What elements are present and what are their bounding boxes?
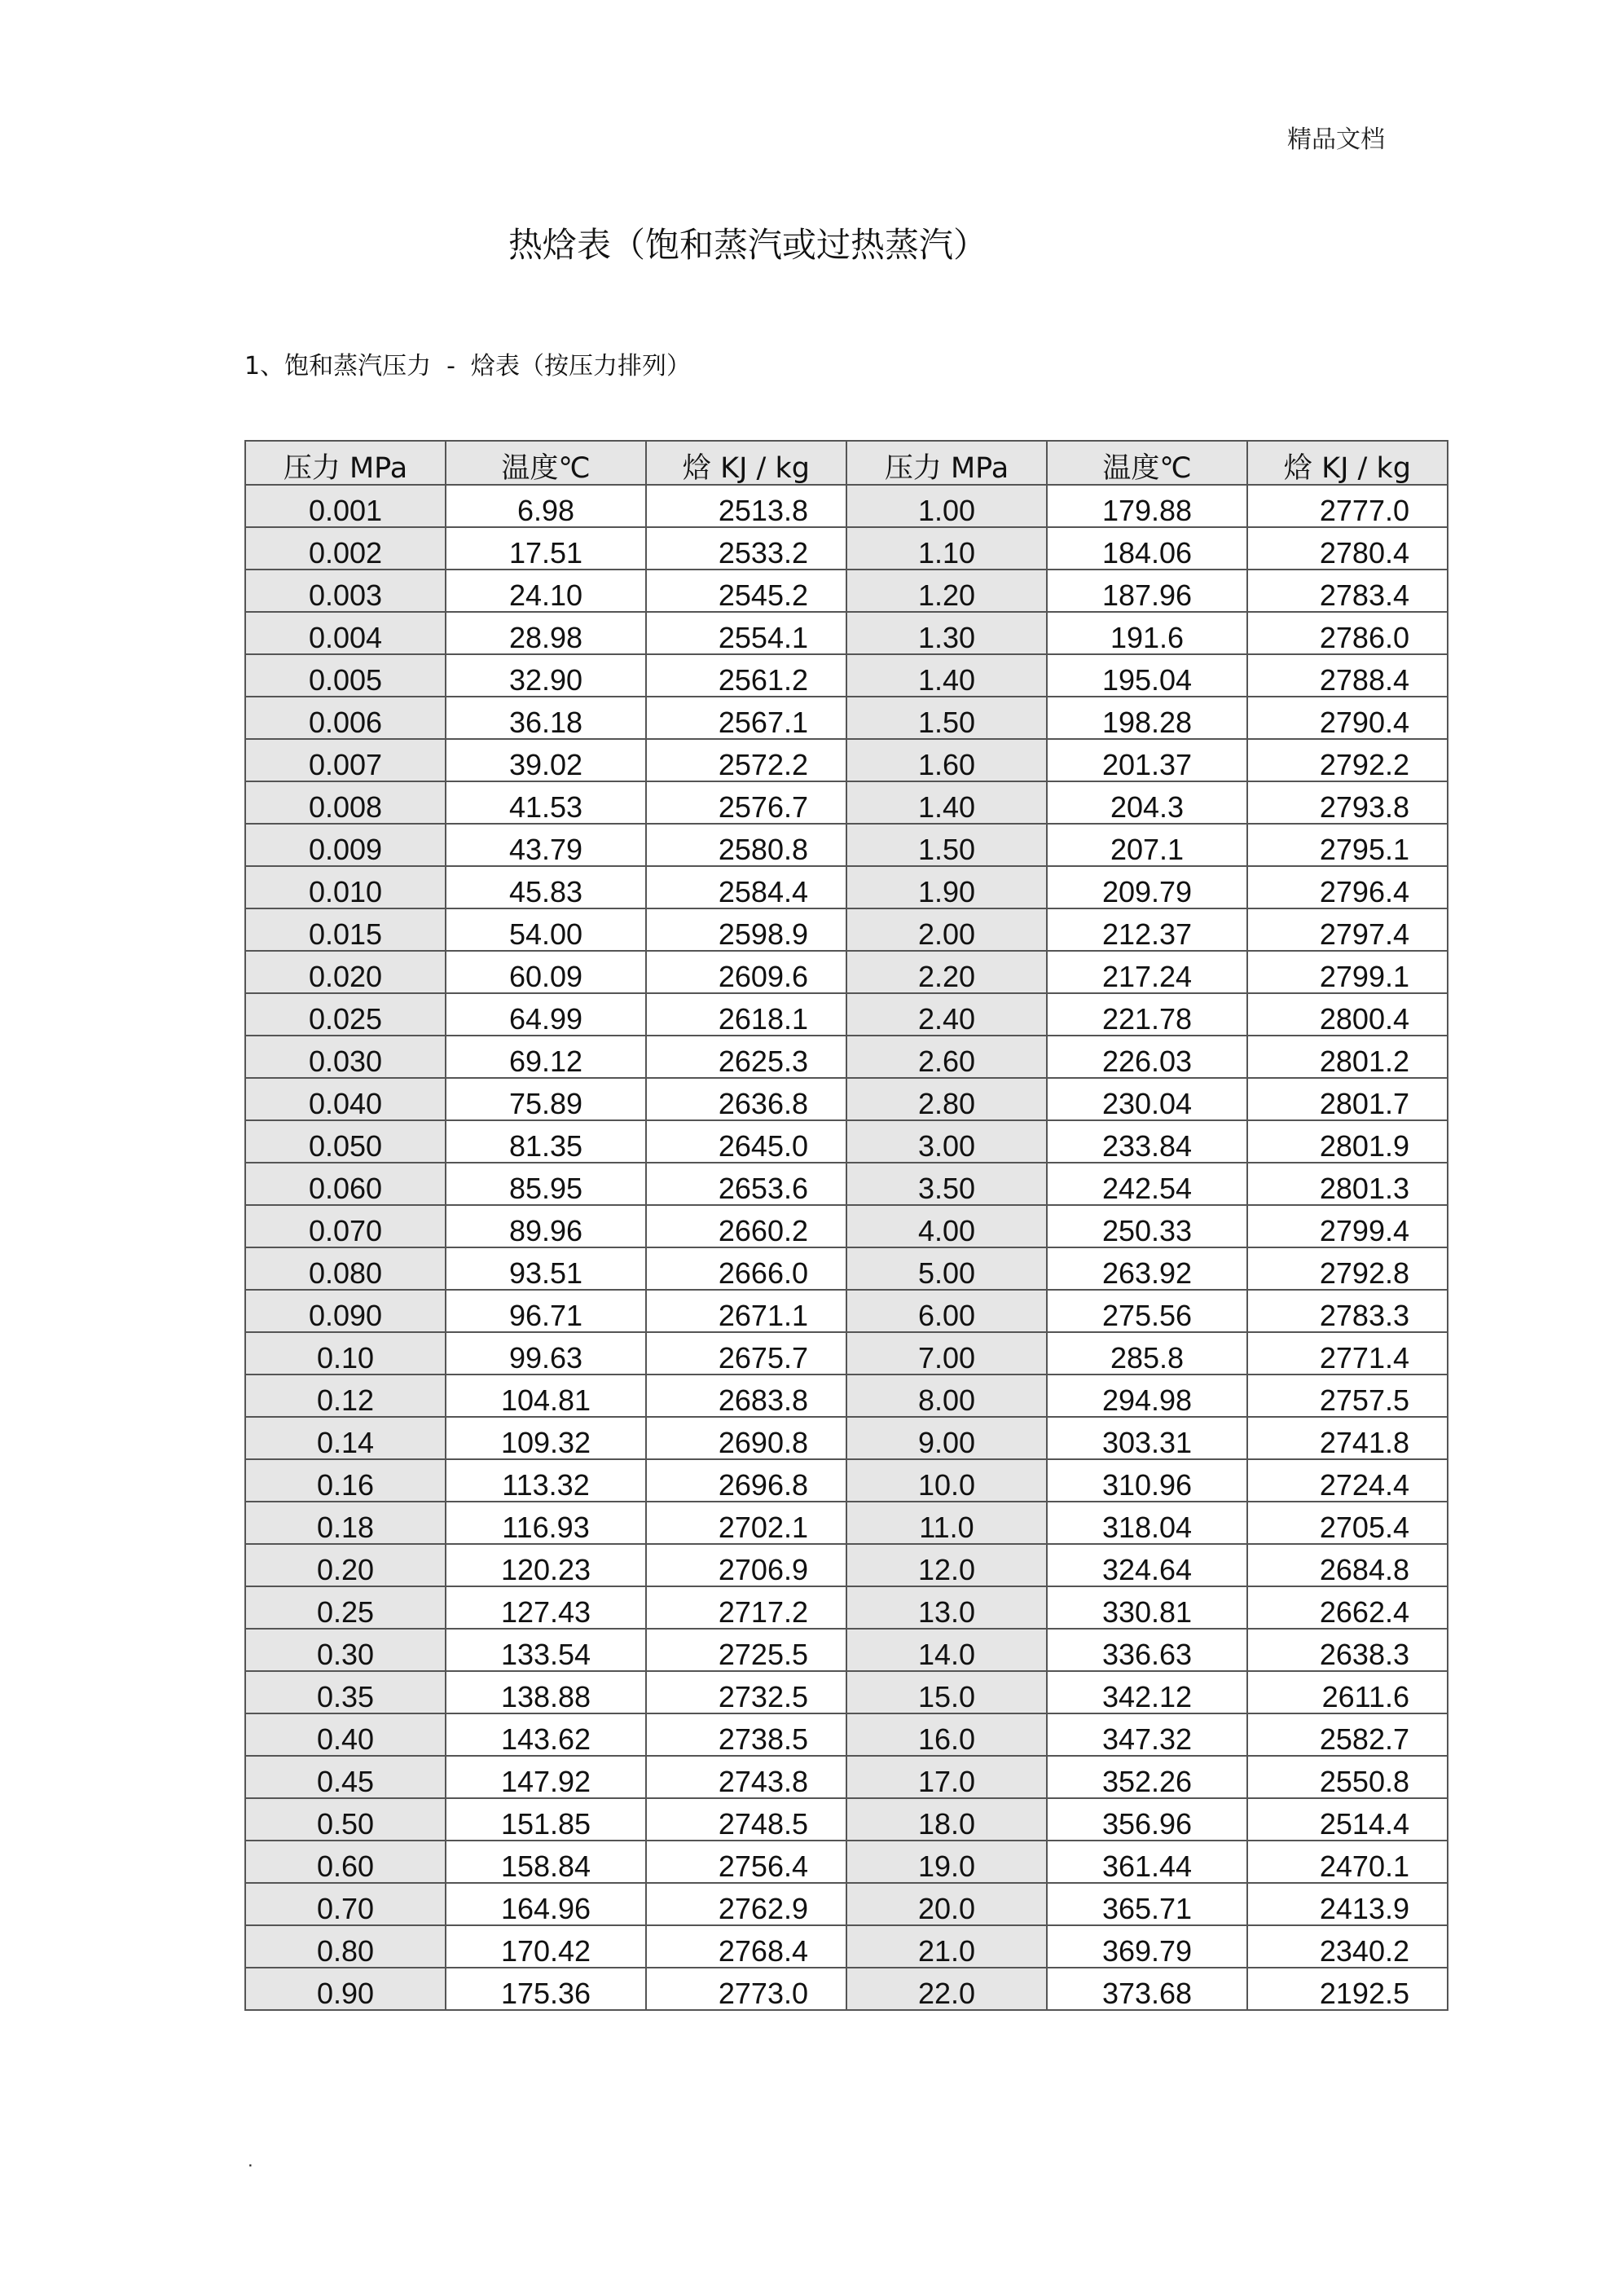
- table-row: [245, 1756, 1448, 1798]
- table-body: [245, 485, 1448, 2010]
- enthalpy-cell: 2636.8: [646, 1078, 846, 1120]
- page-title: 热焓表（饱和蒸汽或过热蒸汽）: [508, 225, 987, 265]
- temperature-cell: 28.98: [446, 612, 646, 654]
- table-row: [245, 1502, 1448, 1544]
- table-row: [245, 1417, 1448, 1459]
- enthalpy-cell: 2799.1: [1247, 951, 1448, 993]
- pressure-cell: 1.40: [846, 781, 1047, 824]
- pressure-cell: 0.25: [245, 1586, 446, 1629]
- pressure-cell: 0.80: [245, 1925, 446, 1968]
- enthalpy-cell: 2582.7: [1247, 1713, 1448, 1756]
- enthalpy-cell: 2567.1: [646, 697, 846, 739]
- temperature-cell: 143.62: [446, 1713, 646, 1756]
- pressure-cell: 0.006: [245, 697, 446, 739]
- enthalpy-cell: 2732.5: [646, 1671, 846, 1713]
- temperature-cell: 93.51: [446, 1247, 646, 1290]
- temperature-cell: 187.96: [1047, 570, 1247, 612]
- enthalpy-cell: 2662.4: [1247, 1586, 1448, 1629]
- temperature-cell: 285.8: [1047, 1332, 1247, 1375]
- pressure-cell: 0.015: [245, 908, 446, 951]
- enthalpy-cell: 2801.2: [1247, 1036, 1448, 1078]
- temperature-cell: 209.79: [1047, 866, 1247, 908]
- enthalpy-cell: 2653.6: [646, 1163, 846, 1205]
- temperature-cell: 85.95: [446, 1163, 646, 1205]
- enthalpy-cell: 2738.5: [646, 1713, 846, 1756]
- temperature-cell: 69.12: [446, 1036, 646, 1078]
- table-row: [245, 570, 1448, 612]
- enthalpy-cell: 2696.8: [646, 1459, 846, 1502]
- temperature-cell: 36.18: [446, 697, 646, 739]
- enthalpy-cell: 2743.8: [646, 1756, 846, 1798]
- temperature-cell: 113.32: [446, 1459, 646, 1502]
- enthalpy-cell: 2554.1: [646, 612, 846, 654]
- enthalpy-cell: 2724.4: [1247, 1459, 1448, 1502]
- temperature-cell: 303.31: [1047, 1417, 1247, 1459]
- pressure-cell: 4.00: [846, 1205, 1047, 1247]
- enthalpy-cell: 2618.1: [646, 993, 846, 1036]
- temperature-cell: 89.96: [446, 1205, 646, 1247]
- pressure-cell: 1.50: [846, 697, 1047, 739]
- temperature-cell: 24.10: [446, 570, 646, 612]
- table-row: [245, 1459, 1448, 1502]
- pressure-cell: 0.002: [245, 527, 446, 570]
- temperature-cell: 147.92: [446, 1756, 646, 1798]
- table-row: [245, 1883, 1448, 1925]
- temperature-cell: 336.63: [1047, 1629, 1247, 1671]
- column-header: 焓 KJ / kg: [1247, 441, 1448, 485]
- table-row: [245, 739, 1448, 781]
- temperature-cell: 120.23: [446, 1544, 646, 1586]
- enthalpy-cell: 2797.4: [1247, 908, 1448, 951]
- enthalpy-cell: 2771.4: [1247, 1332, 1448, 1375]
- pressure-cell: 0.14: [245, 1417, 446, 1459]
- pressure-cell: 22.0: [846, 1968, 1047, 2010]
- temperature-cell: 184.06: [1047, 527, 1247, 570]
- pressure-cell: 3.50: [846, 1163, 1047, 1205]
- temperature-cell: 96.71: [446, 1290, 646, 1332]
- pressure-cell: 1.90: [846, 866, 1047, 908]
- enthalpy-cell: 2340.2: [1247, 1925, 1448, 1968]
- temperature-cell: 99.63: [446, 1332, 646, 1375]
- table-row: [245, 1290, 1448, 1332]
- temperature-cell: 365.71: [1047, 1883, 1247, 1925]
- pressure-cell: 21.0: [846, 1925, 1047, 1968]
- pressure-cell: 2.60: [846, 1036, 1047, 1078]
- pressure-cell: 0.30: [245, 1629, 446, 1671]
- pressure-cell: 0.007: [245, 739, 446, 781]
- temperature-cell: 347.32: [1047, 1713, 1247, 1756]
- enthalpy-cell: 2706.9: [646, 1544, 846, 1586]
- enthalpy-cell: 2513.8: [646, 485, 846, 527]
- table-row: [245, 654, 1448, 697]
- watermark-label: 精品文档: [1287, 125, 1385, 154]
- enthalpy-cell: 2768.4: [646, 1925, 846, 1968]
- temperature-cell: 198.28: [1047, 697, 1247, 739]
- temperature-cell: 133.54: [446, 1629, 646, 1671]
- temperature-cell: 263.92: [1047, 1247, 1247, 1290]
- table-row: [245, 951, 1448, 993]
- table-row: [245, 1205, 1448, 1247]
- pressure-cell: 0.050: [245, 1120, 446, 1163]
- column-header: 压力 MPa: [245, 441, 446, 485]
- pressure-cell: 0.70: [245, 1883, 446, 1925]
- enthalpy-cell: 2683.8: [646, 1375, 846, 1417]
- pressure-cell: 3.00: [846, 1120, 1047, 1163]
- temperature-cell: 54.00: [446, 908, 646, 951]
- enthalpy-cell: 2690.8: [646, 1417, 846, 1459]
- temperature-cell: 361.44: [1047, 1841, 1247, 1883]
- table-row: [245, 1247, 1448, 1290]
- enthalpy-cell: 2514.4: [1247, 1798, 1448, 1841]
- pressure-cell: 1.30: [846, 612, 1047, 654]
- pressure-cell: 10.0: [846, 1459, 1047, 1502]
- pressure-cell: 0.16: [245, 1459, 446, 1502]
- pressure-cell: 0.080: [245, 1247, 446, 1290]
- pressure-cell: 1.20: [846, 570, 1047, 612]
- temperature-cell: 352.26: [1047, 1756, 1247, 1798]
- pressure-cell: 0.008: [245, 781, 446, 824]
- temperature-cell: 170.42: [446, 1925, 646, 1968]
- pressure-cell: 0.090: [245, 1290, 446, 1332]
- steam-enthalpy-table: [244, 440, 1448, 2011]
- enthalpy-cell: 2801.9: [1247, 1120, 1448, 1163]
- pressure-cell: 6.00: [846, 1290, 1047, 1332]
- temperature-cell: 330.81: [1047, 1586, 1247, 1629]
- table-row: [245, 527, 1448, 570]
- pressure-cell: 17.0: [846, 1756, 1047, 1798]
- pressure-cell: 2.20: [846, 951, 1047, 993]
- pressure-cell: 13.0: [846, 1586, 1047, 1629]
- table-row: [245, 1036, 1448, 1078]
- temperature-cell: 109.32: [446, 1417, 646, 1459]
- temperature-cell: 217.24: [1047, 951, 1247, 993]
- temperature-cell: 318.04: [1047, 1502, 1247, 1544]
- pressure-cell: 2.80: [846, 1078, 1047, 1120]
- enthalpy-cell: 2638.3: [1247, 1629, 1448, 1671]
- enthalpy-cell: 2757.5: [1247, 1375, 1448, 1417]
- temperature-cell: 64.99: [446, 993, 646, 1036]
- enthalpy-cell: 2192.5: [1247, 1968, 1448, 2010]
- temperature-cell: 207.1: [1047, 824, 1247, 866]
- enthalpy-cell: 2470.1: [1247, 1841, 1448, 1883]
- temperature-cell: 233.84: [1047, 1120, 1247, 1163]
- enthalpy-cell: 2795.1: [1247, 824, 1448, 866]
- pressure-cell: 2.00: [846, 908, 1047, 951]
- temperature-cell: 116.93: [446, 1502, 646, 1544]
- temperature-cell: 310.96: [1047, 1459, 1247, 1502]
- table-row: [245, 1671, 1448, 1713]
- column-header: 压力 MPa: [846, 441, 1047, 485]
- temperature-cell: 43.79: [446, 824, 646, 866]
- temperature-cell: 250.33: [1047, 1205, 1247, 1247]
- temperature-cell: 39.02: [446, 739, 646, 781]
- table-row: [245, 1586, 1448, 1629]
- temperature-cell: 179.88: [1047, 485, 1247, 527]
- temperature-cell: 104.81: [446, 1375, 646, 1417]
- pressure-cell: 1.00: [846, 485, 1047, 527]
- enthalpy-cell: 2660.2: [646, 1205, 846, 1247]
- pressure-cell: 0.040: [245, 1078, 446, 1120]
- pressure-cell: 0.025: [245, 993, 446, 1036]
- pressure-cell: 0.18: [245, 1502, 446, 1544]
- temperature-cell: 324.64: [1047, 1544, 1247, 1586]
- temperature-cell: 164.96: [446, 1883, 646, 1925]
- table-row: [245, 612, 1448, 654]
- temperature-cell: 373.68: [1047, 1968, 1247, 2010]
- temperature-cell: 242.54: [1047, 1163, 1247, 1205]
- temperature-cell: 195.04: [1047, 654, 1247, 697]
- temperature-cell: 6.98: [446, 485, 646, 527]
- temperature-cell: 175.36: [446, 1968, 646, 2010]
- pressure-cell: 1.40: [846, 654, 1047, 697]
- pressure-cell: 8.00: [846, 1375, 1047, 1417]
- table-row: [245, 485, 1448, 527]
- enthalpy-cell: 2645.0: [646, 1120, 846, 1163]
- table-row: [245, 1078, 1448, 1120]
- pressure-cell: 0.35: [245, 1671, 446, 1713]
- pressure-cell: 7.00: [846, 1332, 1047, 1375]
- pressure-cell: 0.009: [245, 824, 446, 866]
- pressure-cell: 0.010: [245, 866, 446, 908]
- temperature-cell: 138.88: [446, 1671, 646, 1713]
- pressure-cell: 14.0: [846, 1629, 1047, 1671]
- enthalpy-cell: 2783.4: [1247, 570, 1448, 612]
- enthalpy-cell: 2801.7: [1247, 1078, 1448, 1120]
- temperature-cell: 81.35: [446, 1120, 646, 1163]
- pressure-cell: 2.40: [846, 993, 1047, 1036]
- enthalpy-cell: 2741.8: [1247, 1417, 1448, 1459]
- enthalpy-cell: 2550.8: [1247, 1756, 1448, 1798]
- enthalpy-cell: 2792.8: [1247, 1247, 1448, 1290]
- enthalpy-cell: 2545.2: [646, 570, 846, 612]
- table-row: [245, 908, 1448, 951]
- temperature-cell: 41.53: [446, 781, 646, 824]
- enthalpy-cell: 2800.4: [1247, 993, 1448, 1036]
- enthalpy-cell: 2762.9: [646, 1883, 846, 1925]
- enthalpy-cell: 2576.7: [646, 781, 846, 824]
- enthalpy-cell: 2533.2: [646, 527, 846, 570]
- footer-mark: .: [248, 2149, 253, 2171]
- enthalpy-cell: 2725.5: [646, 1629, 846, 1671]
- column-header: 焓 KJ / kg: [646, 441, 846, 485]
- temperature-cell: 127.43: [446, 1586, 646, 1629]
- table-row: [245, 1968, 1448, 2010]
- temperature-cell: 369.79: [1047, 1925, 1247, 1968]
- pressure-cell: 0.003: [245, 570, 446, 612]
- enthalpy-cell: 2777.0: [1247, 485, 1448, 527]
- table-row: [245, 1544, 1448, 1586]
- temperature-cell: 158.84: [446, 1841, 646, 1883]
- enthalpy-cell: 2561.2: [646, 654, 846, 697]
- table-row: [245, 781, 1448, 824]
- pressure-cell: 12.0: [846, 1544, 1047, 1586]
- pressure-cell: 9.00: [846, 1417, 1047, 1459]
- table-row: [245, 1163, 1448, 1205]
- temperature-cell: 32.90: [446, 654, 646, 697]
- temperature-cell: 212.37: [1047, 908, 1247, 951]
- temperature-cell: 221.78: [1047, 993, 1247, 1036]
- enthalpy-cell: 2793.8: [1247, 781, 1448, 824]
- pressure-cell: 1.50: [846, 824, 1047, 866]
- enthalpy-cell: 2675.7: [646, 1332, 846, 1375]
- table-header-row: [245, 441, 1448, 485]
- enthalpy-cell: 2625.3: [646, 1036, 846, 1078]
- enthalpy-cell: 2705.4: [1247, 1502, 1448, 1544]
- enthalpy-cell: 2796.4: [1247, 866, 1448, 908]
- temperature-cell: 75.89: [446, 1078, 646, 1120]
- temperature-cell: 226.03: [1047, 1036, 1247, 1078]
- enthalpy-cell: 2684.8: [1247, 1544, 1448, 1586]
- temperature-cell: 151.85: [446, 1798, 646, 1841]
- table-row: [245, 1713, 1448, 1756]
- pressure-cell: 0.60: [245, 1841, 446, 1883]
- table-row: [245, 1841, 1448, 1883]
- temperature-cell: 294.98: [1047, 1375, 1247, 1417]
- pressure-cell: 5.00: [846, 1247, 1047, 1290]
- pressure-cell: 19.0: [846, 1841, 1047, 1883]
- pressure-cell: 0.45: [245, 1756, 446, 1798]
- table-row: [245, 697, 1448, 739]
- pressure-cell: 0.50: [245, 1798, 446, 1841]
- pressure-cell: 16.0: [846, 1713, 1047, 1756]
- table-row: [245, 1332, 1448, 1375]
- table-row: [245, 1120, 1448, 1163]
- temperature-cell: 191.6: [1047, 612, 1247, 654]
- enthalpy-cell: 2671.1: [646, 1290, 846, 1332]
- enthalpy-cell: 2584.4: [646, 866, 846, 908]
- temperature-cell: 204.3: [1047, 781, 1247, 824]
- pressure-cell: 0.12: [245, 1375, 446, 1417]
- enthalpy-cell: 2783.3: [1247, 1290, 1448, 1332]
- enthalpy-cell: 2788.4: [1247, 654, 1448, 697]
- enthalpy-cell: 2702.1: [646, 1502, 846, 1544]
- pressure-cell: 15.0: [846, 1671, 1047, 1713]
- table-row: [245, 1925, 1448, 1968]
- pressure-cell: 0.20: [245, 1544, 446, 1586]
- column-header: 温度℃: [446, 441, 646, 485]
- enthalpy-cell: 2580.8: [646, 824, 846, 866]
- pressure-cell: 0.10: [245, 1332, 446, 1375]
- pressure-cell: 1.60: [846, 739, 1047, 781]
- pressure-cell: 0.020: [245, 951, 446, 993]
- pressure-cell: 0.005: [245, 654, 446, 697]
- enthalpy-cell: 2792.2: [1247, 739, 1448, 781]
- section-heading: 1、饱和蒸汽压力 - 焓表（按压力排列）: [244, 352, 692, 380]
- enthalpy-cell: 2611.6: [1247, 1671, 1448, 1713]
- enthalpy-cell: 2572.2: [646, 739, 846, 781]
- table-row: [245, 1798, 1448, 1841]
- enthalpy-cell: 2801.3: [1247, 1163, 1448, 1205]
- pressure-cell: 11.0: [846, 1502, 1047, 1544]
- temperature-cell: 342.12: [1047, 1671, 1247, 1713]
- enthalpy-cell: 2799.4: [1247, 1205, 1448, 1247]
- enthalpy-cell: 2756.4: [646, 1841, 846, 1883]
- temperature-cell: 45.83: [446, 866, 646, 908]
- table-row: [245, 824, 1448, 866]
- enthalpy-cell: 2790.4: [1247, 697, 1448, 739]
- pressure-cell: 20.0: [846, 1883, 1047, 1925]
- enthalpy-cell: 2786.0: [1247, 612, 1448, 654]
- enthalpy-cell: 2609.6: [646, 951, 846, 993]
- pressure-cell: 0.001: [245, 485, 446, 527]
- enthalpy-cell: 2773.0: [646, 1968, 846, 2010]
- table-row: [245, 1629, 1448, 1671]
- temperature-cell: 275.56: [1047, 1290, 1247, 1332]
- pressure-cell: 0.030: [245, 1036, 446, 1078]
- temperature-cell: 356.96: [1047, 1798, 1247, 1841]
- column-header: 温度℃: [1047, 441, 1247, 485]
- table-row: [245, 1375, 1448, 1417]
- temperature-cell: 60.09: [446, 951, 646, 993]
- enthalpy-cell: 2598.9: [646, 908, 846, 951]
- pressure-cell: 0.070: [245, 1205, 446, 1247]
- enthalpy-cell: 2717.2: [646, 1586, 846, 1629]
- temperature-cell: 201.37: [1047, 739, 1247, 781]
- pressure-cell: 1.10: [846, 527, 1047, 570]
- enthalpy-cell: 2413.9: [1247, 1883, 1448, 1925]
- pressure-cell: 0.40: [245, 1713, 446, 1756]
- pressure-cell: 0.90: [245, 1968, 446, 2010]
- table-row: [245, 866, 1448, 908]
- enthalpy-cell: 2666.0: [646, 1247, 846, 1290]
- pressure-cell: 0.060: [245, 1163, 446, 1205]
- pressure-cell: 18.0: [846, 1798, 1047, 1841]
- table-row: [245, 993, 1448, 1036]
- enthalpy-cell: 2748.5: [646, 1798, 846, 1841]
- temperature-cell: 230.04: [1047, 1078, 1247, 1120]
- temperature-cell: 17.51: [446, 527, 646, 570]
- pressure-cell: 0.004: [245, 612, 446, 654]
- enthalpy-cell: 2780.4: [1247, 527, 1448, 570]
